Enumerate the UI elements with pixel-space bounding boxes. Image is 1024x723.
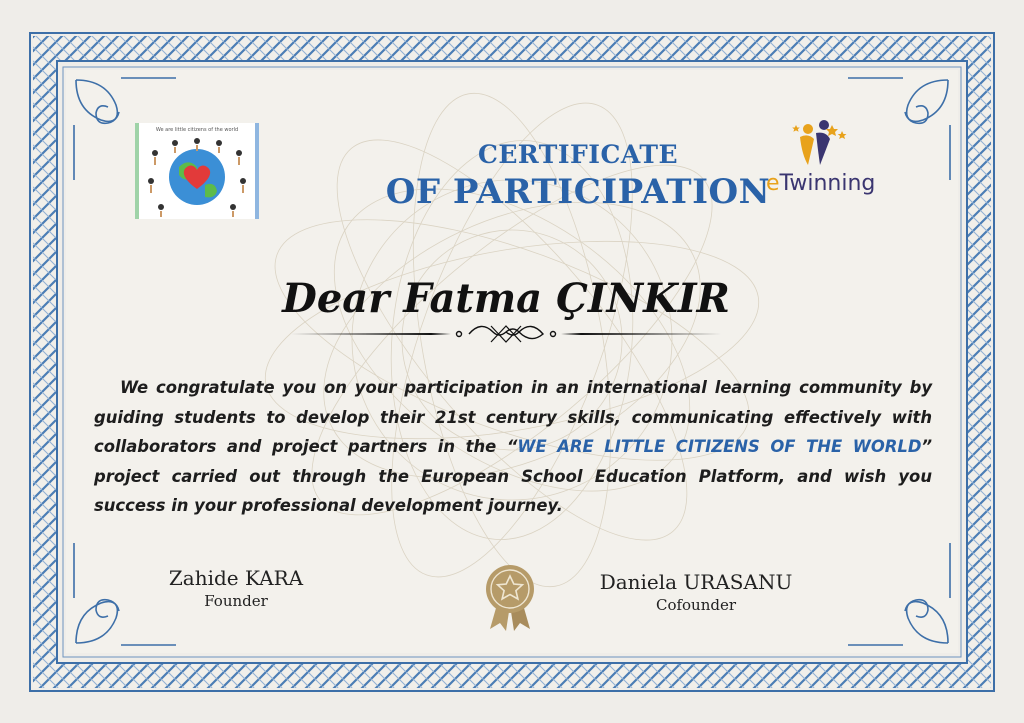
left-logo-caption: We are little citizens of the world — [155, 127, 239, 133]
divider-ornament — [291, 318, 721, 348]
signature-role: Cofounder — [655, 596, 737, 614]
etwinning-figures-icon — [760, 115, 900, 175]
signature-name: Daniela URASANU — [599, 570, 793, 594]
message-part1: We congratulate you on your participation in an international learning community by guiding students to develop their 21st century skills, communicating effectively with collaborators and project partners in the “ — [94, 378, 932, 456]
message-part2: ” project carried out through the European School Education Platform, and wish you success in your professional development journey. — [94, 437, 932, 515]
project-name: WE ARE LITTLE CITIZENS OF THE WORLD — [517, 437, 922, 456]
star-seal-icon — [480, 563, 540, 633]
signature-founder — [136, 566, 336, 610]
etwinning-wordmark: eTwinning — [766, 171, 876, 196]
signature-role: Founder — [204, 592, 268, 610]
signature-name: Zahide KARA — [168, 566, 304, 590]
signature-cofounder — [586, 570, 806, 614]
certificate-message — [94, 373, 932, 521]
recipient-name: Dear Fatma ÇINKIR — [282, 275, 730, 322]
certificate-body — [66, 70, 958, 653]
globe-children-logo — [135, 123, 259, 219]
certificate-title-line2: OF PARTICIPATION — [385, 172, 771, 212]
certificate-title-line1: CERTIFICATE — [477, 140, 679, 169]
